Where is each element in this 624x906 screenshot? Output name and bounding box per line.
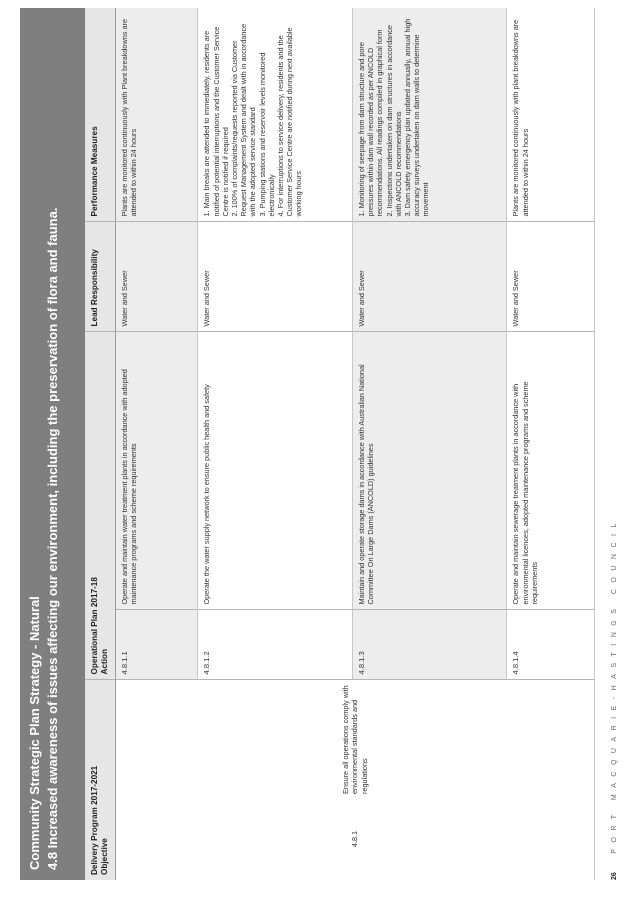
performance-measures: Plants are monitored continuously with plant breakdowns are attended to within 24 hours [507,8,595,222]
lead-responsibility: Water and Sewer [116,222,198,332]
header-delivery-objective [85,680,116,880]
header-action: Action [100,649,109,675]
action-id: 4.8.1.4 [507,610,595,680]
action-text: Operate and maintain sewerage treatment plants in accordance with environmental licences, adopted maintenance programs and scheme requirements [507,332,595,610]
footer-council-name: PORT MACQUARIE-HASTINGS COUNCIL [611,517,618,854]
performance-measures: Plants are monitored continuously with Plant breakdowns are attended to within 24 hours [116,8,198,222]
action-id: 4.8.1.2 [198,610,353,680]
page-number: 26 [611,872,618,880]
objective-cell [116,680,595,880]
banner-subtitle: 4.8 Increased awareness of issues affecting our environment, including the preservation of flora and fauna. [45,207,60,870]
action-text: Operate and maintain water treatment plants in accordance with adopted maintenance programs and scheme requirements [116,332,198,610]
lead-responsibility: Water and Sewer [198,222,353,332]
lead-responsibility: Water and Sewer [507,222,595,332]
action-id: 4.8.1.3 [352,610,507,680]
performance-measures: 1. Monitoring of seepage from dam structure and pore pressures within dam wall recorded as per ANCOLD recommendations. All readings compiled in graphical form 2. Inspections undertaken on dam structures in accordance with ANCOLD recommendations 3. Dam safety emergency plan updated annually, annual high accuracy surveys undertaken on dam walls to determine movement [352,8,507,222]
action-text: Maintain and operate storage dams in accordance with Australian National Committee On Large Dams (ANCOLD) guidelines [352,332,507,610]
strategy-banner [20,8,85,880]
objective-id: 4.8.1 [350,830,360,848]
operational-plan-table [85,8,595,880]
page-footer [611,517,618,880]
banner-title: Community Strategic Plan Strategy - Natural [27,596,42,870]
table-header-row [85,8,116,880]
header-operational: Operational Plan 2017-18 [90,577,99,675]
header-delivery: Delivery Program 2017-2021 [90,765,99,875]
lead-responsibility: Water and Sewer [352,222,507,332]
action-id: 4.8.1.1 [116,610,198,680]
header-lead: Lead Responsibility [85,222,116,332]
table-row [116,8,198,880]
action-text: Operate the water supply network to ensure public health and safety [198,332,353,610]
header-objective: Objective [100,838,109,875]
header-measures: Performance Measures [85,8,116,222]
performance-measures: 1. Main breaks are attended to immediately, residents are notified of potential interruptions and the Customer Service Centre is notified if required 2. 100% of complaints/requests reported via Customer Request Management System and dealt with in accordance with the adopted service standard 3. Pumping stations and reservoir levels monitored electronically 4. For interruptions to service delivery, residents and the Customer Service Centre are notified during next available working hours [198,8,353,222]
header-operational-action [85,332,116,680]
objective-text: Ensure all operations comply with environmental standards and regulations [341,685,369,794]
page-content [20,8,605,880]
